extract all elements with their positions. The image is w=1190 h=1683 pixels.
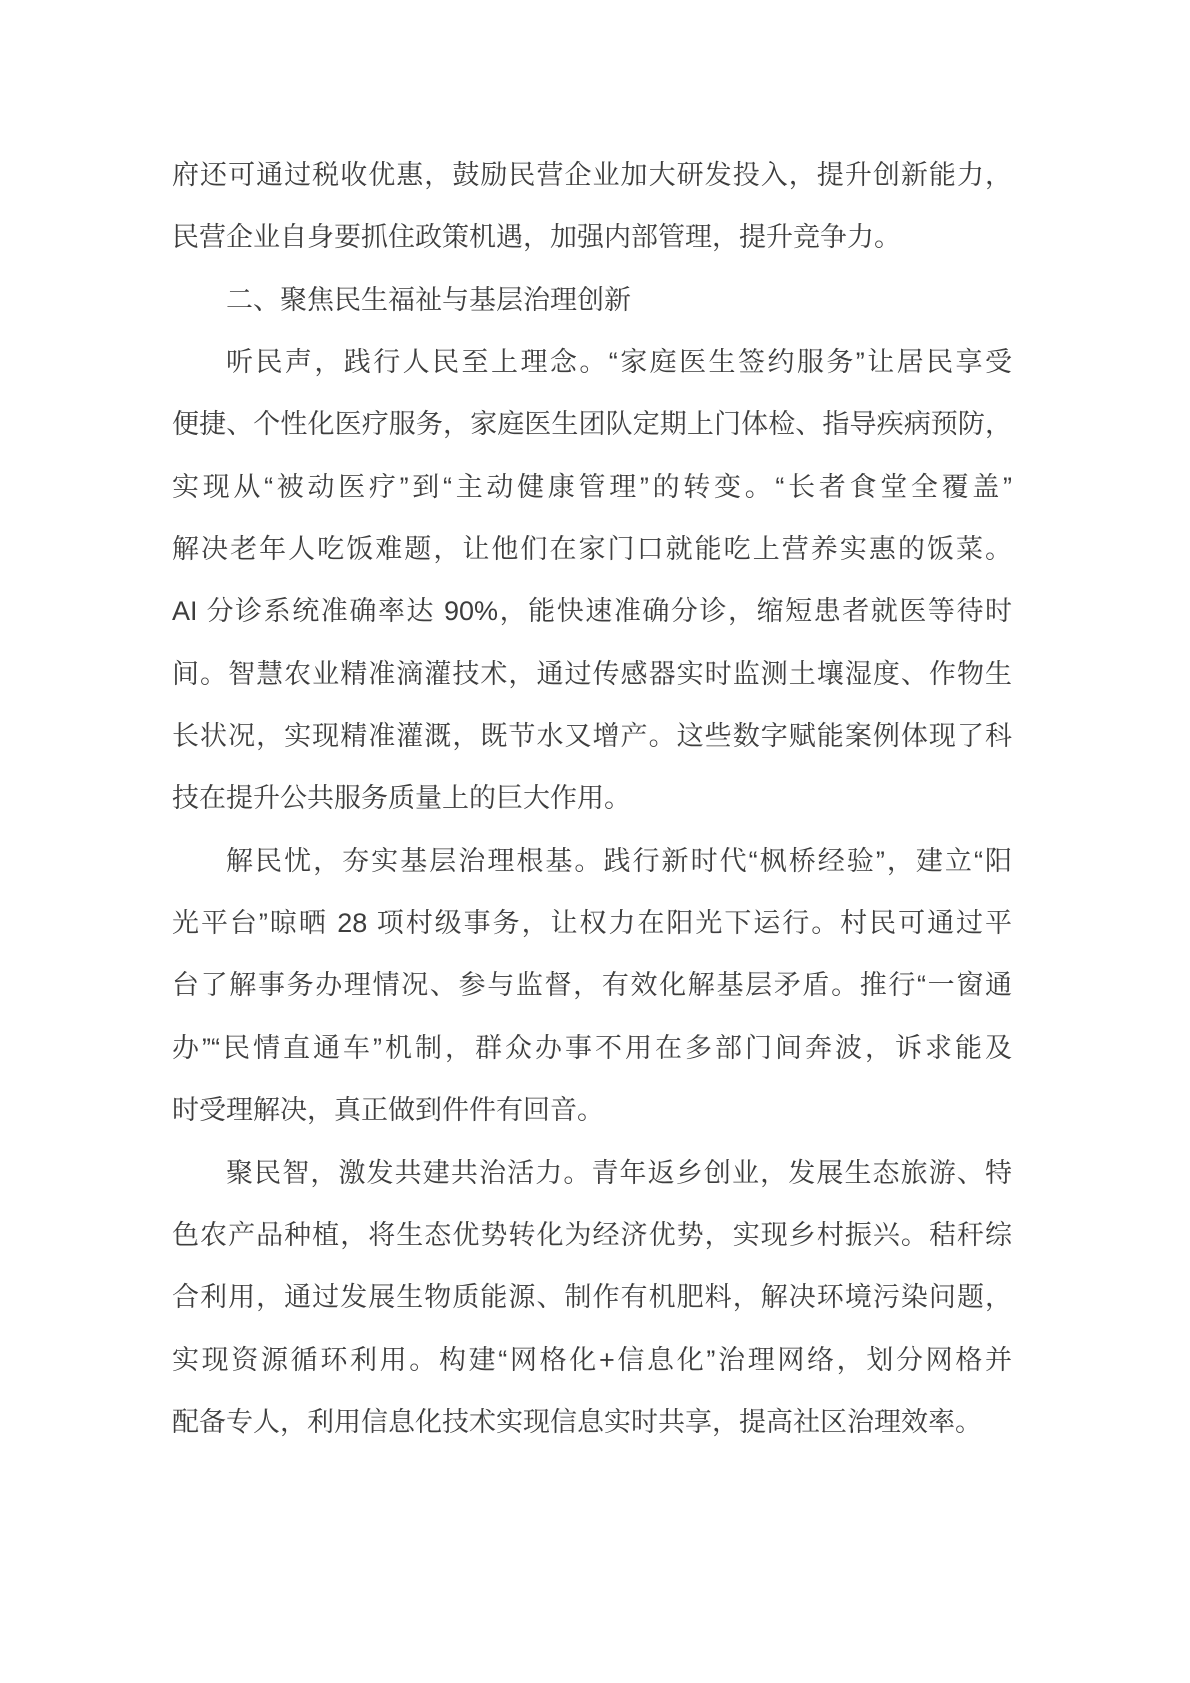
text-line: 聚民智，激发共建共治活力。青年返乡创业，发展生态旅游、特 (226, 1157, 1012, 1188)
text-line: 听民声，践行人民至上理念。“家庭医生签约服务”让居民享受 (226, 347, 1012, 378)
text-line: 时受理解决，真正做到件件有回音。 (172, 1095, 604, 1126)
text-line: 二、聚焦民生福祉与基层治理创新 (226, 284, 631, 315)
paragraph-people-wisdom (172, 1142, 1012, 1454)
text-line: 光平台”晾晒 28 项村级事务，让权力在阳光下运行。村民可通过平 (172, 908, 1012, 939)
text-line: 技在提升公共服务质量上的巨大作用。 (172, 783, 631, 814)
text-line: 间。智慧农业精准滴灌技术，通过传感器实时监测土壤湿度、作物生 (172, 658, 1012, 689)
paragraph-continuation (172, 144, 1012, 269)
text-line: 便捷、个性化医疗服务，家庭医生团队定期上门体检、指导疾病预防， (172, 409, 1012, 440)
section-heading (172, 269, 1012, 331)
text-line: 府还可通过税收优惠，鼓励民营企业加大研发投入，提升创新能力， (172, 160, 1012, 190)
text-line: 长状况，实现精准灌溉，既节水又增产。这些数字赋能案例体现了科 (172, 721, 1012, 752)
text-line: 民营企业自身要抓住政策机遇，加强内部管理，提升竞争力。 (172, 222, 901, 253)
text-line: 办”“民情直通车”机制，群众办事不用在多部门间奔波，诉求能及 (172, 1032, 1012, 1063)
text-line: 实现资源循环利用。构建“网格化+信息化”治理网络，划分网格并 (172, 1344, 1012, 1375)
text-line: 合利用，通过发展生物质能源、制作有机肥料，解决环境污染问题， (172, 1282, 1012, 1313)
text-line: 配备专人，利用信息化技术实现信息实时共享，提高社区治理效率。 (172, 1406, 982, 1437)
text-line: 色农产品种植，将生态优势转化为经济优势，实现乡村振兴。秸秆综 (172, 1219, 1012, 1250)
text-line: 实现从“被动医疗”到“主动健康管理”的转变。“长者食堂全覆盖” (172, 471, 1012, 502)
text-line: 解决老年人吃饭难题，让他们在家门口就能吃上营养实惠的饭菜。 (172, 534, 1012, 565)
text-line: 台了解事务办理情况、参与监督，有效化解基层矛盾。推行“一窗通 (172, 970, 1012, 1001)
paragraph-people-voice (172, 331, 1012, 830)
paragraph-people-worries (172, 830, 1012, 1142)
text-line: AI 分诊系统准确率达 90%，能快速准确分诊，缩短患者就医等待时 (172, 596, 1012, 627)
text-line: 解民忧，夯实基层治理根基。践行新时代“枫桥经验”，建立“阳 (226, 845, 1012, 876)
